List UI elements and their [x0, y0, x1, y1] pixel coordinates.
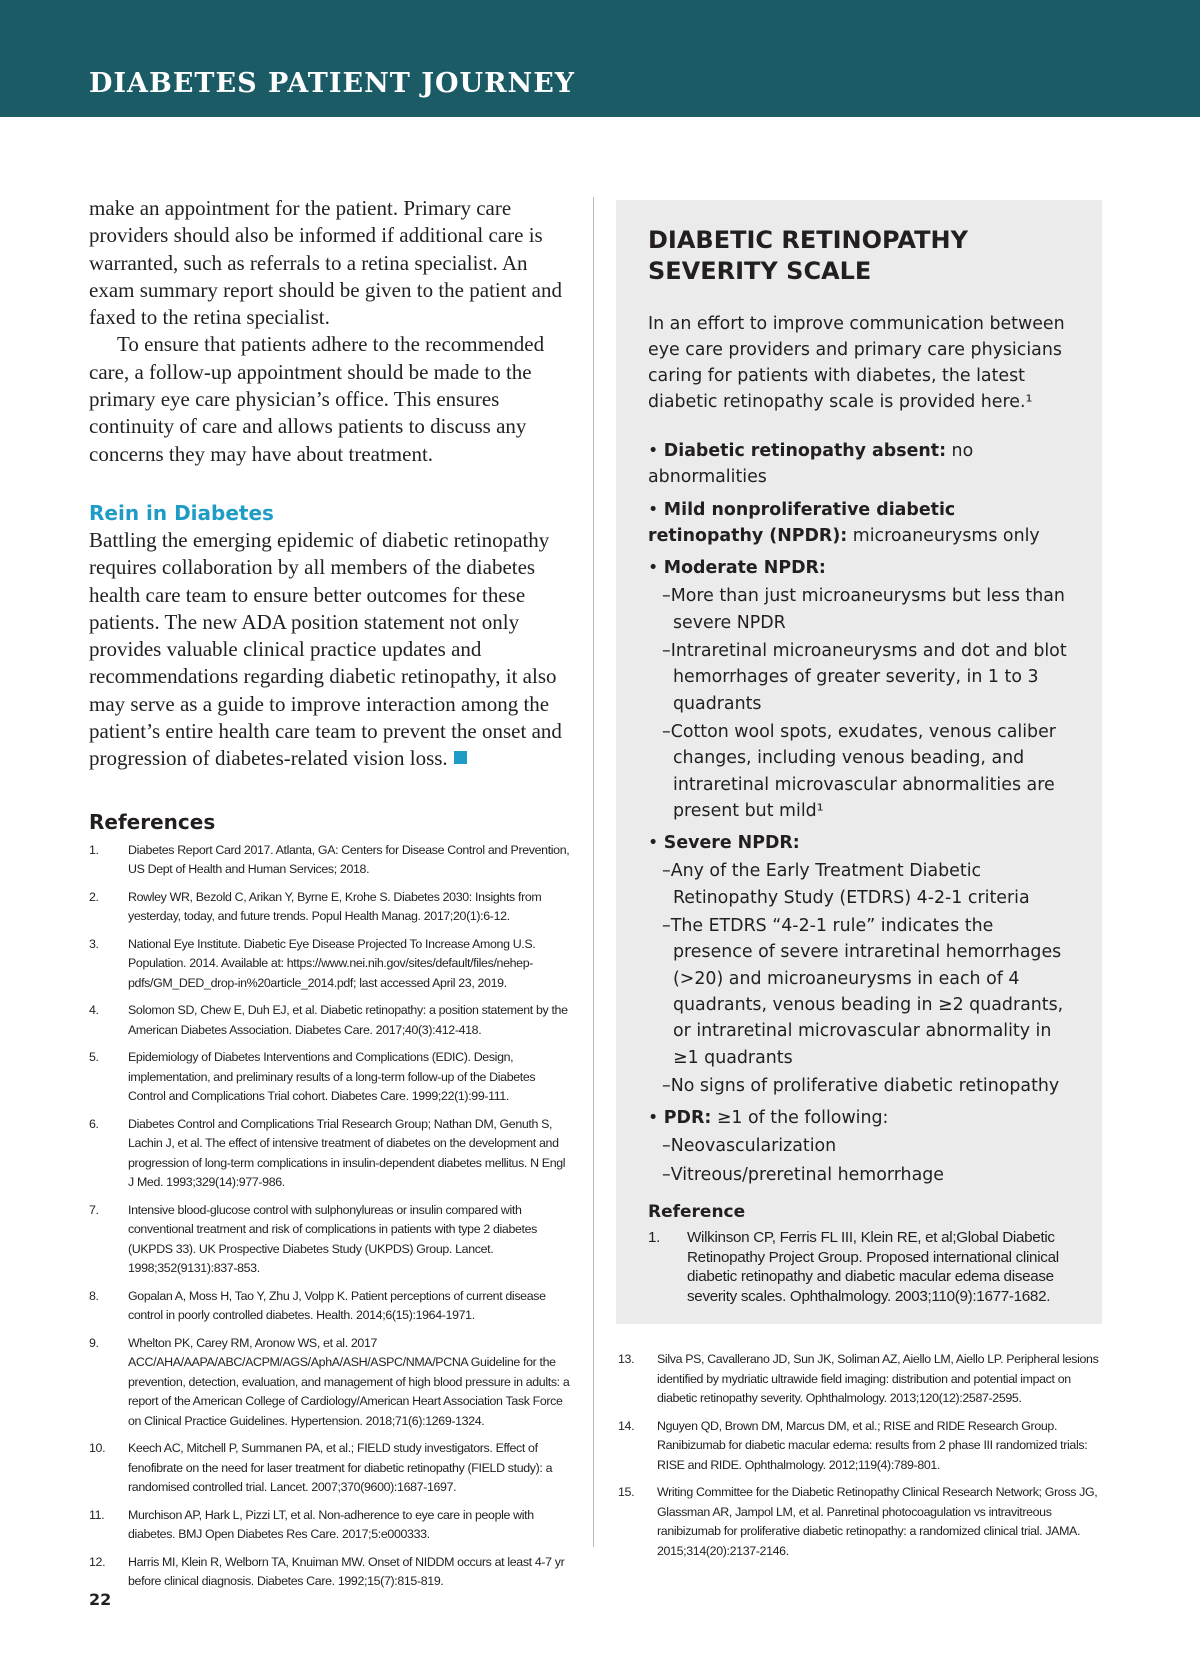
reference-item	[89, 1001, 574, 1040]
reference-item	[89, 1201, 574, 1279]
reference-item	[618, 1483, 1103, 1561]
severity-level-item: • Mild nonproliferative diabetic retinopathy (NPDR): microaneurysms only	[648, 499, 1040, 546]
reference-text: Writing Committee for the Diabetic Retinopathy Clinical Research Network; Gross JG, Glassman AR, Jampol LM, et al. Panretinal photocoagulation vs intravitreous ranibizumab for proliferative diabetic retinopathy: a randomized clinical trial. JAMA. 2015;314(20):2137-2146.	[657, 1485, 1098, 1558]
reference-text: Keech AC, Mitchell P, Summanen PA, et al.; FIELD study investigators. Effect of fenofibrate on the need for laser treatment for diabetic retinopathy (FIELD study): a randomised controlled trial. Lancet. 2007;370(9600):1687-1697.	[128, 1441, 553, 1495]
reference-item	[89, 1439, 574, 1498]
reference-item	[89, 1287, 574, 1326]
severity-list	[648, 438, 1072, 1188]
body-paragraph: To ensure that patients adhere to the recommended care, a follow-up appointment should be made to the primary eye care physician’s office. This ensures continuity of care and allows patients to discuss any concerns they may have about treatment.	[89, 332, 545, 466]
paragraph-text: Battling the emerging epidemic of diabetic retinopathy requires collaboration by all members of the diabetes health care team to ensure better outcomes for these patients. The new ADA position statement not only provides valuable clinical practice updates and recommendations regarding diabetic retinopathy, it also may serve as a guide to improve interaction among the patient’s entire health care team to prevent the onset and progression of diabetes-related vision loss.	[89, 527, 562, 771]
severity-level-description: ≥1 of the following:	[711, 1108, 889, 1129]
reference-number: 11.	[89, 1507, 105, 1522]
reference-item	[89, 1334, 574, 1432]
reference-text: Intensive blood-glucose control with sulphonylureas or insulin compared with conventional treatment and risk of complications in patients with type 2 diabetes (UKPDS 33). UK Prospective Diabetes Study (UKPDS) Group. Lancet. 1998;352(9131):837-853.	[128, 1202, 538, 1276]
reference-text: Rowley WR, Bezold C, Arikan Y, Byrne E, Krohe S. Diabetes 2030: Insights from yesterday, today, and future trends. Popul Health Manag. 2017;20(1):6-12.	[128, 889, 542, 924]
reference-item	[89, 1115, 574, 1193]
reference-number: 6.	[89, 1116, 99, 1131]
body-paragraph: make an appointment for the patient. Primary care providers should also be informed if additional care is warranted, such as referrals to a retina specialist. An exam summary report should be given to the patient and faxed to the retina specialist.	[89, 196, 562, 330]
body-paragraph	[89, 527, 574, 773]
end-mark-icon	[454, 751, 467, 764]
reference-text: Diabetes Report Card 2017. Atlanta, GA: Centers for Disease Control and Prevention, US Dept of Health and Human Services; 2018.	[128, 842, 570, 877]
reference-number: 7.	[89, 1202, 99, 1217]
reference-number: 5.	[89, 1050, 99, 1065]
reference-number: 4.	[89, 1003, 99, 1018]
section-heading: Rein in Diabetes	[89, 500, 274, 525]
sidebar-title-line: SEVERITY SCALE	[648, 257, 872, 285]
severity-criterion: –Any of the Early Treatment Diabetic Retinopathy Study (ETDRS) 4-2-1 criteria	[662, 861, 1030, 908]
severity-level-description: microaneurysms only	[847, 525, 1040, 546]
reference-text: Gopalan A, Moss H, Tao Y, Zhu J, Volpp K. Patient perceptions of current disease control in poorly controlled diabetes. Health. 2014;6(15):1964-1971.	[128, 1288, 546, 1323]
severity-level-item: • Diabetic retinopathy absent: no abnormalities	[648, 441, 974, 488]
reference-number: 14.	[618, 1418, 635, 1433]
reference-number: 15.	[618, 1485, 635, 1499]
severity-level-label: PDR:	[663, 1108, 712, 1129]
reference-text: Solomon SD, Chew E, Duh EJ, et al. Diabetic retinopathy: a position statement by the American Diabetes Association. Diabetes Care. 2017;40(3):412-418.	[128, 1003, 568, 1037]
reference-number: 1.	[648, 1229, 661, 1247]
severity-criterion: –Vitreous/preretinal hemorrhage	[662, 1164, 944, 1185]
reference-text: Silva PS, Cavallerano JD, Sun JK, Soliman AZ, Aiello LM, Aiello LP. Peripheral lesions identified by mydriatic ultrawide field imaging: distribution and potential impact on diabetic retinopathy severity. Ophthalmology. 2013;120(12):2587-2595.	[657, 1352, 1099, 1405]
reference-text: Wilkinson CP, Ferris FL III, Klein RE, et al;Global Diabetic Retinopathy Project Group. Proposed international clinical diabetic retinopathy and diabetic macular edema disease severity scales. Ophthalmology. 2003;110(9):1677-1682.	[687, 1229, 1059, 1305]
main-column	[89, 195, 574, 1600]
reference-number: 12.	[89, 1554, 106, 1569]
severity-criterion: –Intraretinal microaneurysms and dot and blot hemorrhages of greater severity, in 1 to 3 quadrants	[662, 641, 1067, 714]
reference-item	[89, 841, 574, 880]
reference-number: 10.	[89, 1441, 106, 1456]
severity-level-label: Diabetic retinopathy absent:	[663, 441, 947, 461]
reference-text: Murchison AP, Hark L, Pizzi LT, et al. Non-adherence to eye care in people with diabetes. BMJ Open Diabetes Res Care. 2017;5:e000333.	[128, 1507, 534, 1542]
severity-level-item: • Severe NPDR: –Any of the Early Treatment Diabetic Retinopathy Study (ETDRS) 4-2-1 criteria –The ETDRS “4-2-1 rule” indicates the presence of severe intraretinal hemorrhages (>20) and microaneurysms in each of 4 quadrants, venous beading in ≥2 quadrants, or intraretinal microvascular abnormality in ≥1 quadrants –No signs of proliferative diabetic retinopathy	[648, 830, 1072, 1099]
references-list-continued	[618, 1350, 1103, 1569]
reference-text: National Eye Institute. Diabetic Eye Disease Projected To Increase Among U.S. Population. 2014. Available at: https://www.nei.nih.gov/sites/default/files/nehep-pdfs/GM_DED_drop-in%20article_2014.pdf; last accessed April 23, 2019.	[128, 936, 536, 990]
severity-level-label: Severe NPDR:	[663, 833, 800, 854]
severity-criterion: –Neovascularization	[662, 1136, 837, 1157]
sidebar-title-line: DIABETIC RETINOPATHY	[648, 226, 968, 254]
reference-text: Nguyen QD, Brown DM, Marcus DM, et al.; RISE and RIDE Research Group. Ranibizumab for diabetic macular edema: results from 2 phase III randomized trials: RISE and RIDE. Ophthalmology. 2012;119(4):789-801.	[657, 1418, 1088, 1472]
reference-item	[89, 935, 574, 994]
sidebar-reference-heading: Reference	[648, 1202, 746, 1223]
severity-criterion: –The ETDRS “4-2-1 rule” indicates the presence of severe intraretinal hemorrhages (>20) and microaneurysms in each of 4 quadrants, venous beading in ≥2 quadrants, or intraretinal microvascular abnormality in ≥1 quadrants	[662, 916, 1064, 1068]
severity-criteria-list	[648, 1133, 1072, 1188]
reference-item	[89, 1553, 574, 1592]
reference-item	[89, 888, 574, 927]
column-divider	[593, 197, 594, 1547]
severity-level-label: Mild nonproliferative diabetic retinopathy (NPDR):	[648, 499, 956, 546]
sidebar-intro: In an effort to improve communication between eye care providers and primary care physicians caring for patients with diabetes, the latest diabetic retinopathy scale is provided here.¹	[648, 314, 1065, 412]
header-title: DIABETES PATIENT JOURNEY	[89, 68, 576, 99]
header-bar	[0, 0, 1200, 117]
severity-level-item: • PDR: ≥1 of the following: –Neovascularization –Vitreous/preretinal hemorrhage	[648, 1105, 1072, 1188]
reference-item	[618, 1417, 1103, 1476]
sidebar-reference	[648, 1228, 1072, 1306]
reference-text: Whelton PK, Carey RM, Aronow WS, et al. 2017 ACC/AHA/AAPA/ABC/ACPM/AGS/AphA/ASH/ASPC/NMA/PCNA Guideline for the prevention, detection, evaluation, and management of high blood pressure in adults: a report of the American College of Cardiology/American Heart Association Task Force on Clinical Practice Guidelines. Hypertension. 2018;71(6):1269-1324.	[128, 1335, 570, 1428]
severity-criterion: –No signs of proliferative diabetic retinopathy	[662, 1075, 1060, 1096]
severity-criteria-list	[648, 583, 1072, 824]
severity-level-description: no abnormalities	[648, 441, 974, 488]
reference-number: 8.	[89, 1288, 99, 1303]
reference-number: 2.	[89, 889, 99, 904]
severity-scale-sidebar	[616, 200, 1102, 1324]
reference-number: 13.	[618, 1352, 635, 1366]
reference-item	[89, 1048, 574, 1107]
reference-number: 1.	[89, 842, 99, 857]
references-heading: References	[89, 809, 216, 834]
page-number: 22	[89, 1590, 112, 1609]
sidebar-title	[648, 225, 1072, 287]
reference-text: Harris MI, Klein R, Welborn TA, Knuiman MW. Onset of NIDDM occurs at least 4-7 yr before clinical diagnosis. Diabetes Care. 1992;15(7):815-819.	[128, 1554, 565, 1589]
severity-level-item: • Moderate NPDR: –More than just microaneurysms but less than severe NPDR –Intraretinal microaneurysms and dot and blot hemorrhages of greater severity, in 1 to 3 quadrants –Cotton wool spots, exudates, venous caliber changes, including venous beading, and intraretinal microvascular abnormalities are present but mild¹	[648, 555, 1072, 824]
reference-text: Diabetes Control and Complications Trial Research Group; Nathan DM, Genuth S, Lachin J, et al. The effect of intensive treatment of diabetes on the development and progression of long-term complications in insulin-dependent diabetes mellitus. N Engl J Med. 1993;329(14):977-986.	[128, 1116, 566, 1190]
reference-text: Epidemiology of Diabetes Interventions and Complications (EDIC). Design, implementation, and preliminary results of a long-term follow-up of the Diabetes Control and Complications Trial cohort. Diabetes Care. 1999;22(1):99-111.	[128, 1050, 536, 1104]
severity-level-label: Moderate NPDR:	[663, 558, 826, 579]
reference-item	[618, 1350, 1103, 1409]
reference-number: 3.	[89, 936, 99, 951]
references-list	[89, 841, 574, 1592]
reference-item	[89, 1506, 574, 1545]
severity-criteria-list	[648, 858, 1072, 1099]
reference-number: 9.	[89, 1335, 99, 1350]
severity-criterion: –Cotton wool spots, exudates, venous caliber changes, including venous beading, and intraretinal microvascular abnormalities are present but mild¹	[662, 721, 1056, 821]
severity-criterion: –More than just microaneurysms but less than severe NPDR	[662, 586, 1065, 633]
